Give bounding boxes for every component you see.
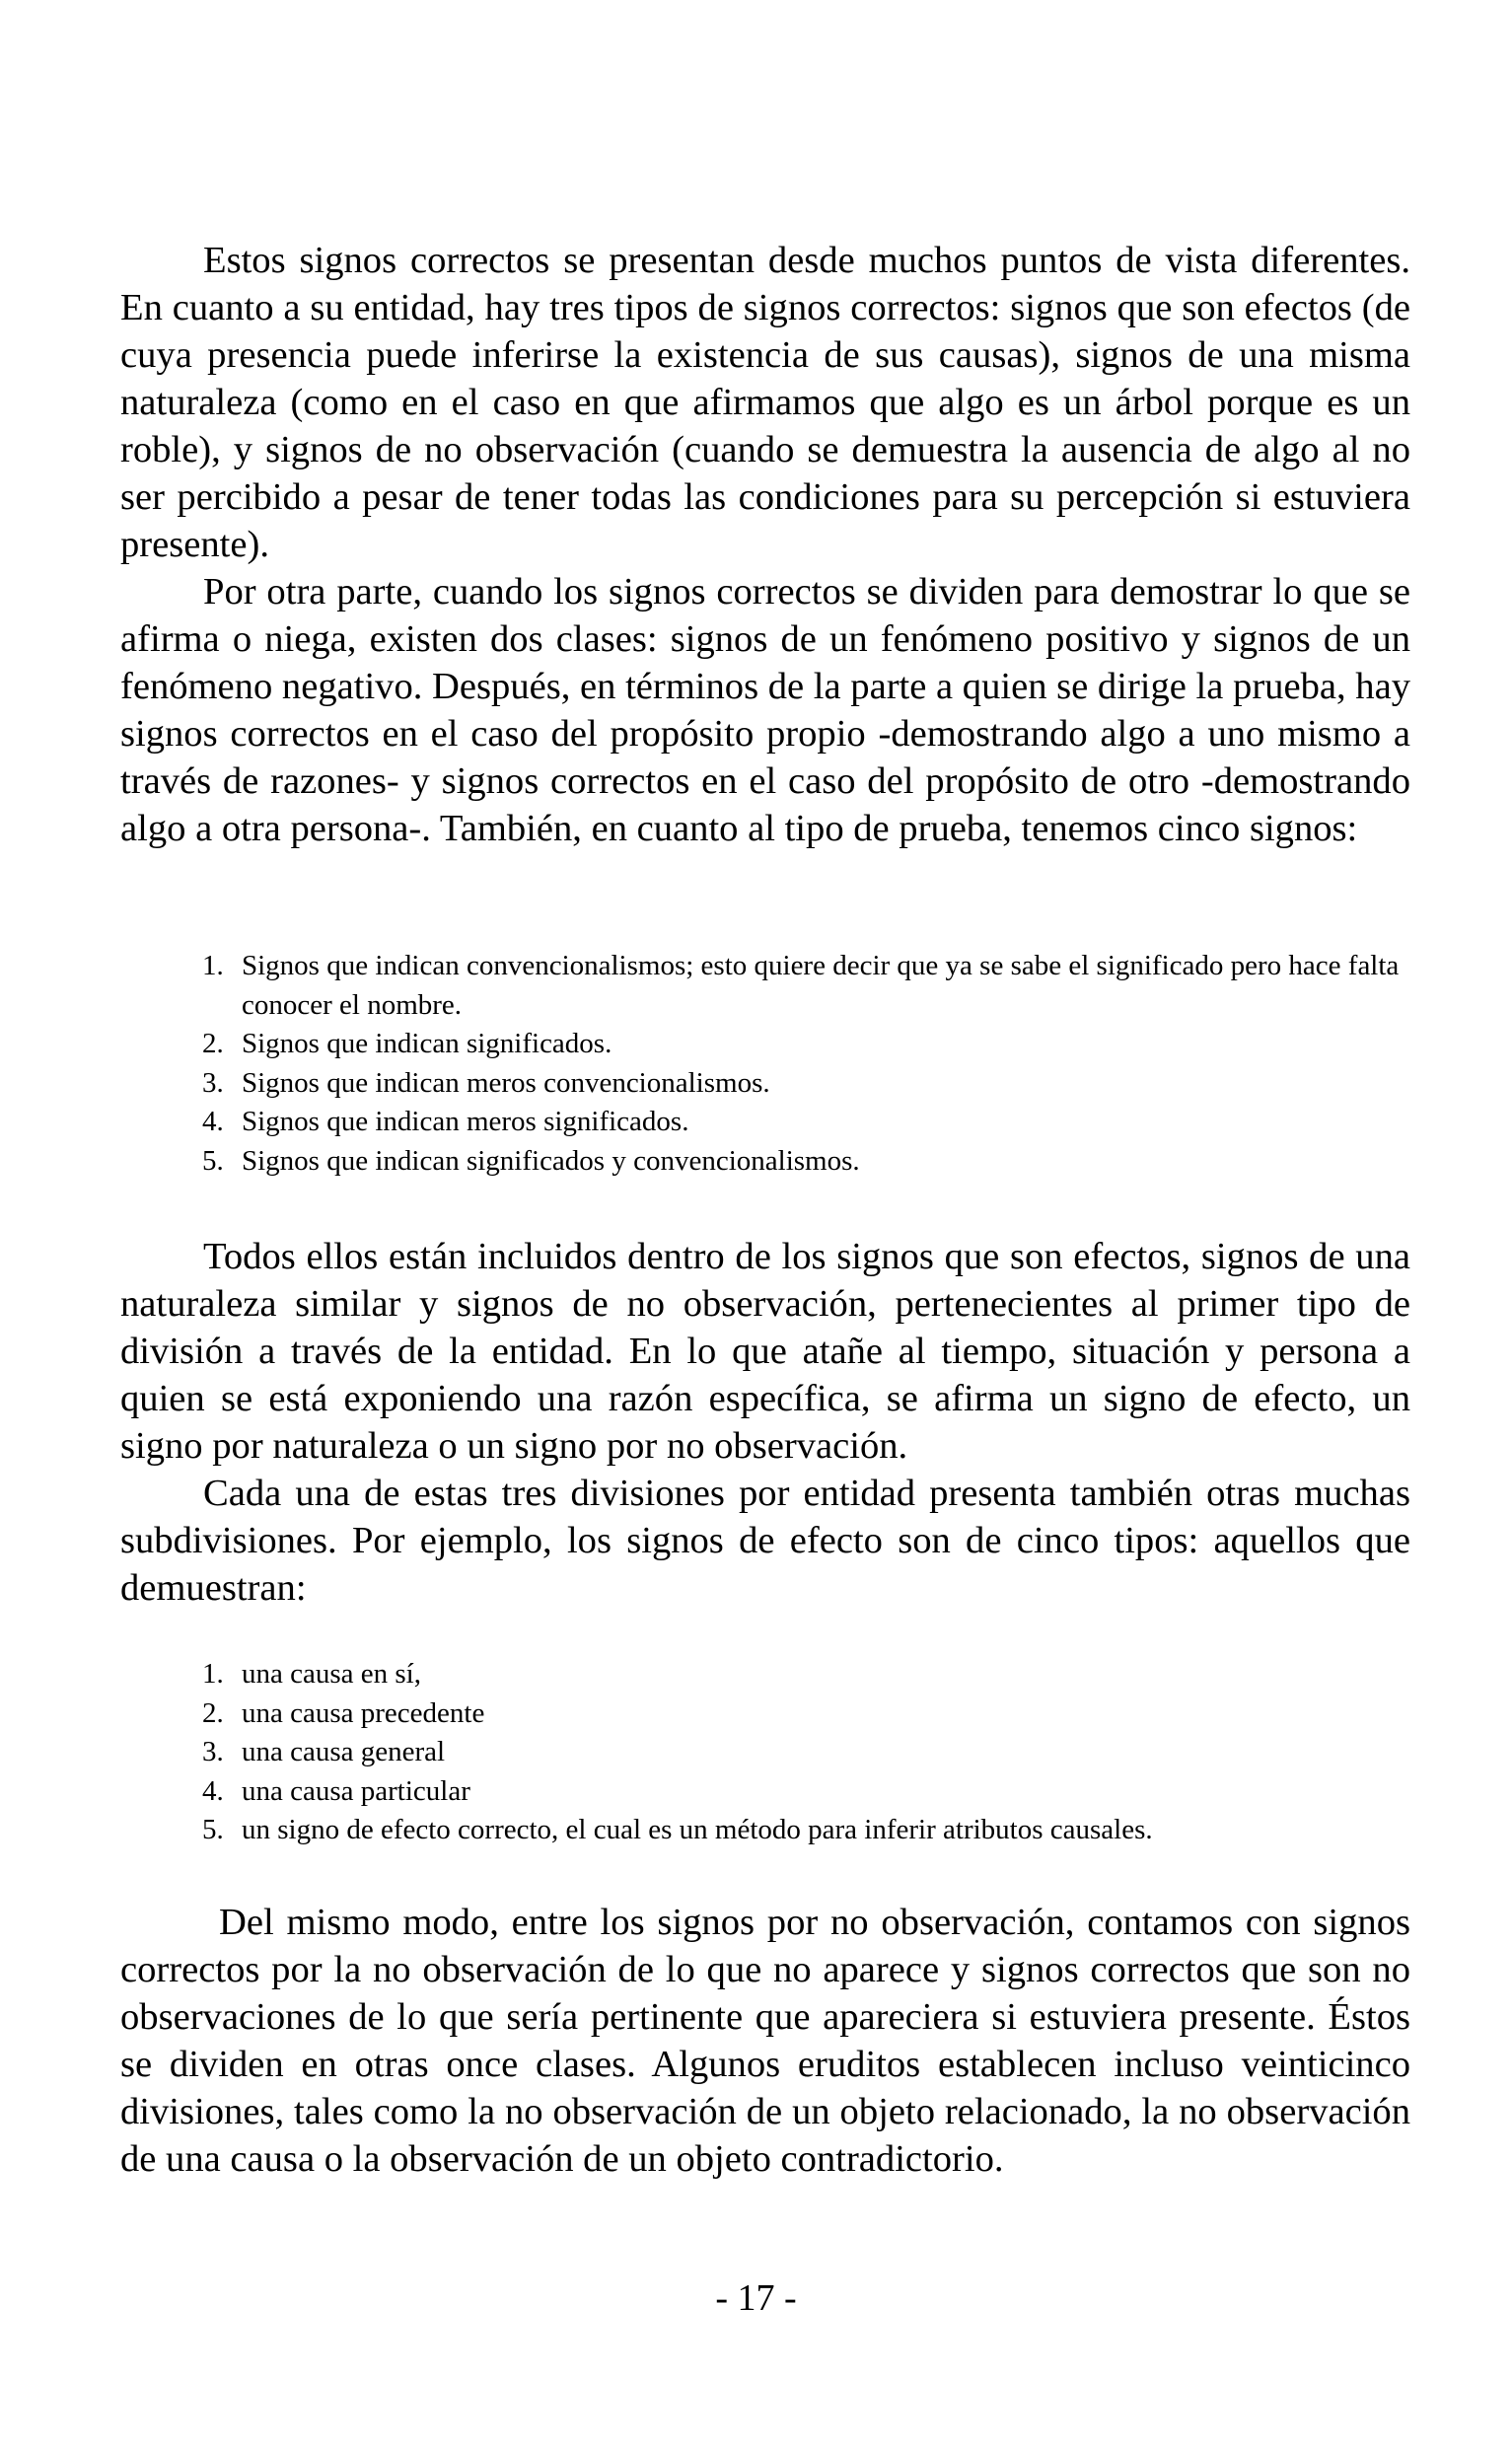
list-item-number: 1.	[202, 950, 224, 981]
paragraph-5-text: Del mismo modo, entre los signos por no observación, contamos con signos correctos por la no observación de lo que no aparece y signos correctos que son no observaciones de lo que sería pertinente que apareciera si estuviera presente. Éstos se dividen en otras once clases. Algunos eruditos establecen incluso veinticinco divisiones, tales como la no observación de un objeto relacionado, la no observación de una causa o la observación de un objeto contradictorio.	[120, 1902, 1410, 2180]
list-item-text: una causa particular	[242, 1774, 470, 1807]
proof-types-list	[202, 947, 1435, 1181]
list-item-text: un signo de efecto correcto, el cual es un método para inferir atributos causales.	[242, 1814, 1153, 1845]
list-item-number: 5.	[202, 1814, 224, 1845]
effect-signs-list	[202, 1655, 1435, 1850]
list-item-number: 3.	[202, 1736, 224, 1767]
list-item	[202, 1025, 1435, 1064]
paragraph-4	[120, 1470, 1410, 1612]
paragraph-1-text: Estos signos correctos se presentan desde muchos puntos de vista diferentes. En cuanto a su entidad, hay tres tipos de signos correctos: signos que son efectos (de cuya presencia puede inferirse la existencia de sus causas), signos de una misma naturaleza (como en el caso en que afirmamos que algo es un árbol porque es un roble), y signos de no observación (cuando se demuestra la ausencia de algo al no ser percibido a pesar de tener todas las condiciones para su percepción si estuviera presente).	[120, 240, 1410, 565]
paragraph-5	[120, 1899, 1410, 2183]
paragraph-2-text: Por otra parte, cuando los signos correctos se dividen para demostrar lo que se afirma o niega, existen dos clases: signos de un fenómeno positivo y signos de un fenómeno negativo. Después, en términos de la parte a quien se dirige la prueba, hay signos correctos en el caso del propósito propio -demostrando algo a uno mismo a través de razones- y signos correctos en el caso del propósito de otro -demostrando algo a otra persona-. También, en cuanto al tipo de prueba, tenemos cinco signos:	[120, 571, 1410, 849]
list-item	[202, 1064, 1435, 1104]
list-item-number: 2.	[202, 1028, 224, 1059]
list-item	[202, 1694, 1435, 1734]
list-item-text: Signos que indican significados y convencionalismos.	[242, 1144, 860, 1177]
list-item	[202, 1142, 1435, 1182]
paragraph-3	[120, 1233, 1410, 1470]
list-item-text: una causa precedente	[242, 1696, 485, 1729]
list-item-number: 2.	[202, 1696, 224, 1729]
list-item-text: Signos que indican convencionalismos; esto quiere decir que ya se sabe el significado pero hace falta conocer el nombre.	[242, 950, 1400, 1021]
list-item	[202, 1811, 1435, 1850]
list-item	[202, 1772, 1435, 1812]
paragraph-2	[120, 568, 1410, 852]
list-item-text: Signos que indican meros significados.	[242, 1106, 689, 1137]
list-item-text: una causa en sí,	[242, 1658, 421, 1690]
list-item-number: 1.	[202, 1658, 224, 1690]
page-number: - 17 -	[715, 2277, 797, 2319]
list-item-number: 3.	[202, 1066, 224, 1099]
list-item-text: Signos que indican meros convencionalismos.	[242, 1066, 770, 1099]
paragraph-3-text: Todos ellos están incluidos dentro de los signos que son efectos, signos de una naturaleza similar y signos de no observación, pertenecientes al primer tipo de división a través de la entidad. En lo que atañe al tiempo, situación y persona a quien se está exponiendo una razón específica, se afirma un signo de efecto, un signo por naturaleza o un signo por no observación.	[120, 1236, 1410, 1467]
paragraph-1	[120, 237, 1410, 568]
list-item	[202, 1733, 1435, 1772]
list-item-number: 5.	[202, 1144, 224, 1177]
list-item-text: Signos que indican significados.	[242, 1028, 612, 1059]
list-item	[202, 1655, 1435, 1694]
list-item-number: 4.	[202, 1774, 224, 1807]
list-item	[202, 947, 1435, 1025]
list-item-number: 4.	[202, 1106, 224, 1137]
list-item	[202, 1103, 1435, 1142]
paragraph-4-text: Cada una de estas tres divisiones por entidad presenta también otras muchas subdivisiones. Por ejemplo, los signos de efecto son de cinco tipos: aquellos que demuestran:	[120, 1473, 1410, 1609]
list-item-text: una causa general	[242, 1736, 446, 1767]
